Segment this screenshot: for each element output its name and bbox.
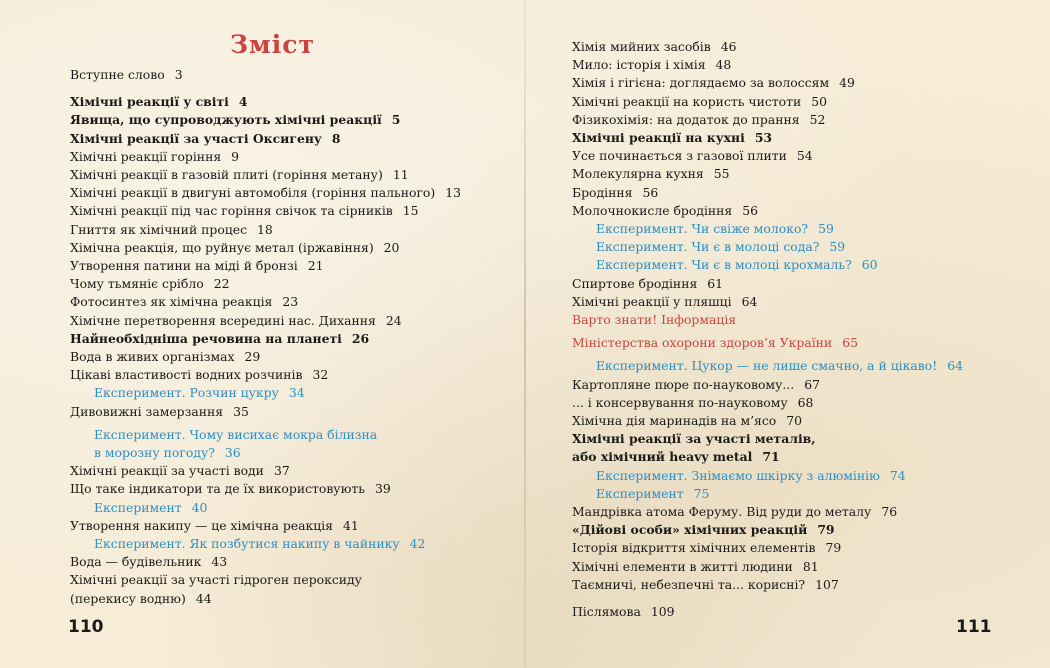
toc-entry bbox=[572, 238, 1042, 256]
toc-entry bbox=[70, 275, 520, 293]
toc-entry-title: Міністерства охорони здоров’я України bbox=[572, 335, 833, 351]
toc-entry-page: 61 bbox=[707, 275, 724, 291]
toc-entry-title: ... і консервування по-науковому bbox=[572, 394, 788, 410]
toc-entry bbox=[70, 535, 520, 553]
toc-entry-title: Явища, що супроводжують хімічні реакції bbox=[70, 112, 382, 128]
toc-entry-page: 52 bbox=[809, 111, 826, 127]
toc-entry bbox=[572, 448, 1042, 466]
toc-entry-title: Вода — будівельник bbox=[70, 554, 202, 570]
toc-entry bbox=[70, 553, 520, 571]
toc-entry-title: Мило: історія і хімія bbox=[572, 57, 706, 73]
toc-entry-title: Хімічні реакції в двигуні автомобіля (горіння пального) bbox=[70, 185, 436, 201]
toc-entry-page: 56 bbox=[642, 184, 659, 200]
toc-entry-title: Хімічні реакції на кухні bbox=[572, 130, 745, 146]
toc-entry-page: 5 bbox=[391, 112, 401, 128]
toc-entry bbox=[572, 293, 1042, 311]
toc-entry bbox=[70, 444, 520, 462]
toc-entry bbox=[572, 558, 1042, 576]
toc-entry-page: 36 bbox=[224, 445, 241, 461]
toc-entry-title: Цікаві властивості водних розчинів bbox=[70, 367, 303, 383]
toc-entry-page: 76 bbox=[881, 504, 898, 520]
toc-entry-page: 37 bbox=[273, 463, 290, 479]
toc-entry bbox=[70, 348, 520, 366]
toc-entry-page: 59 bbox=[818, 221, 834, 237]
toc-entry-title: Хімічне перетворення всередині нас. Дихання bbox=[70, 312, 376, 328]
toc-entry bbox=[572, 256, 1042, 274]
toc-entry-page: 55 bbox=[713, 166, 730, 182]
toc-entry bbox=[572, 129, 1042, 147]
toc-entry-page: 11 bbox=[392, 167, 409, 183]
toc-entry-title: Таємничі, небезпечні та... корисні? bbox=[572, 576, 806, 592]
toc-entry-title: Хімічні реакції на користь чистоти bbox=[572, 93, 802, 109]
toc-entry-title: Хімічні реакції за участі металів, bbox=[572, 431, 816, 447]
right-page bbox=[526, 0, 1050, 668]
toc-entry bbox=[572, 430, 1042, 448]
toc-entry bbox=[572, 539, 1042, 557]
toc-entry bbox=[70, 184, 520, 202]
toc-entry-title: Мандрівка атома Феруму. Від руди до металу bbox=[572, 504, 872, 520]
toc-entry-title: Експеримент. Цукор — не лише смачно, а й цікаво! bbox=[596, 358, 938, 374]
toc-entry-page: 54 bbox=[796, 148, 813, 164]
toc-entry-title: Фотосинтез як хімічна реакція bbox=[70, 294, 273, 310]
toc-entry bbox=[70, 239, 520, 257]
toc-entry-page: 9 bbox=[231, 148, 240, 164]
toc-entry-title: в морозну погоду? bbox=[94, 445, 215, 461]
toc-entry-title: Бродіння bbox=[572, 184, 633, 200]
toc-entry bbox=[70, 590, 520, 608]
toc-entry-page: 70 bbox=[786, 413, 803, 429]
toc-entry bbox=[70, 517, 520, 535]
toc-entry bbox=[70, 130, 520, 148]
toc-entry-title: (перекису водню) bbox=[70, 590, 186, 606]
toc-entry-page: 15 bbox=[402, 203, 419, 219]
toc-entry-page: 8 bbox=[331, 130, 341, 146]
toc-entry bbox=[572, 74, 1042, 92]
toc-entry bbox=[572, 357, 1042, 375]
toc-right-column bbox=[572, 38, 1042, 621]
toc-entry-title: Гниття як хімічний процес bbox=[70, 221, 248, 237]
toc-entry-page: 32 bbox=[312, 367, 329, 383]
toc-entry-page: 48 bbox=[715, 57, 732, 73]
toc-entry-title: Хімічні реакції в газовій плиті (горіння метану) bbox=[70, 167, 383, 183]
toc-entry bbox=[572, 576, 1042, 594]
toc-entry-page: 29 bbox=[244, 349, 261, 365]
toc-entry bbox=[572, 165, 1042, 183]
toc-entry-title: Дивовижні замерзання bbox=[70, 403, 224, 419]
toc-entry-page: 64 bbox=[741, 293, 758, 309]
toc-entry-title: Утворення накипу — це хімічна реакція bbox=[70, 517, 333, 533]
toc-entry-page: 79 bbox=[817, 522, 835, 538]
toc-entry bbox=[70, 403, 520, 421]
toc-entry-page: 39 bbox=[375, 481, 391, 497]
toc-entry-title: Хімічні реакції горіння bbox=[70, 148, 222, 164]
toc-entry bbox=[572, 220, 1042, 238]
toc-entry bbox=[70, 66, 520, 84]
toc-entry bbox=[572, 334, 1042, 352]
toc-entry bbox=[70, 312, 520, 330]
toc-entry-page: 13 bbox=[445, 185, 462, 201]
toc-entry-title: Варто знати! Інформація bbox=[572, 312, 737, 328]
toc-entry bbox=[70, 148, 520, 166]
left-page bbox=[0, 0, 524, 668]
toc-entry-title: Хімічні реакції за участі води bbox=[70, 463, 264, 479]
toc-entry-title: Хімічні реакції у світі bbox=[70, 94, 229, 110]
toc-entry bbox=[572, 147, 1042, 165]
toc-entry-page: 41 bbox=[342, 517, 359, 533]
toc-entry bbox=[572, 184, 1042, 202]
toc-entry-page: 81 bbox=[802, 558, 819, 574]
toc-entry bbox=[572, 93, 1042, 111]
toc-entry-title: Картопляне пюре по-науковому... bbox=[572, 376, 795, 392]
toc-entry-page: 60 bbox=[861, 257, 878, 273]
toc-entry-title: Експеримент. Знімаємо шкірку з алюмінію bbox=[596, 467, 880, 483]
toc-entry-title: Історія відкриття хімічних елементів bbox=[572, 540, 816, 556]
toc-entry bbox=[70, 426, 520, 444]
toc-entry-title: Експеримент. Чи свіже молоко? bbox=[596, 221, 809, 237]
toc-entry bbox=[572, 412, 1042, 430]
toc-entry bbox=[572, 485, 1042, 503]
toc-entry-title: Експеримент bbox=[94, 499, 182, 515]
toc-entry-title: Експеримент. Як позбутися накипу в чайнику bbox=[94, 536, 400, 552]
toc-entry bbox=[70, 571, 520, 589]
toc-entry-page: 50 bbox=[811, 93, 828, 109]
toc-entry-title: Хімічні реакції під час горіння свічок та сірників bbox=[70, 203, 393, 219]
toc-entry-page: 22 bbox=[213, 276, 230, 292]
toc-entry-page: 40 bbox=[191, 499, 208, 515]
toc-entry-page: 46 bbox=[720, 39, 737, 54]
toc-entry bbox=[70, 499, 520, 517]
toc-entry-title: Хімія мийних засобів bbox=[572, 39, 711, 54]
toc-entry-title: Спиртове бродіння bbox=[572, 275, 698, 291]
toc-entry-title: Найнеобхідніша речовина на планеті bbox=[70, 330, 342, 346]
toc-entry bbox=[70, 480, 520, 498]
toc-entry bbox=[572, 202, 1042, 220]
toc-entry bbox=[70, 293, 520, 311]
toc-entry-title: Молочнокисле бродіння bbox=[572, 202, 733, 218]
toc-entry bbox=[70, 330, 520, 348]
toc-entry-page: 42 bbox=[409, 536, 426, 552]
toc-entry-title: Експеримент. Чому висихає мокра білизна bbox=[94, 426, 378, 442]
toc-entry bbox=[572, 521, 1042, 539]
toc-entry-page: 35 bbox=[233, 403, 249, 419]
toc-entry bbox=[572, 311, 1042, 329]
toc-entry-title: Вступне слово bbox=[70, 67, 165, 82]
toc-entry-title: або хімічний heavy metal bbox=[572, 449, 753, 465]
toc-entry bbox=[70, 221, 520, 239]
toc-entry-title: Молекулярна кухня bbox=[572, 166, 704, 182]
toc-entry bbox=[572, 56, 1042, 74]
toc-entry-page: 107 bbox=[815, 576, 839, 592]
toc-entry-page: 18 bbox=[257, 221, 273, 237]
toc-entry-page: 109 bbox=[650, 604, 675, 620]
toc-entry-page: 34 bbox=[288, 385, 305, 401]
toc-entry-page: 56 bbox=[742, 202, 759, 218]
toc-entry-page: 65 bbox=[842, 335, 858, 351]
toc-entry-page: 53 bbox=[754, 130, 773, 146]
toc-entry-page: 21 bbox=[307, 258, 324, 274]
toc-entry-title: Хімія і гігієна: доглядаємо за волоссям bbox=[572, 75, 830, 91]
toc-entry-title: Післямова bbox=[572, 604, 641, 620]
toc-entry-title: Чому тьмяніє срібло bbox=[70, 276, 204, 292]
toc-entry bbox=[572, 394, 1042, 412]
toc-entry bbox=[70, 166, 520, 184]
toc-entry-page: 3 bbox=[174, 67, 183, 82]
toc-entry-page: 43 bbox=[211, 554, 228, 570]
toc-entry-page: 26 bbox=[351, 330, 370, 346]
toc-entry-page: 4 bbox=[238, 94, 248, 110]
toc-entry bbox=[572, 38, 1042, 56]
toc-entry-title: Утворення патини на міді й бронзі bbox=[70, 258, 298, 274]
toc-entry-page: 68 bbox=[797, 394, 814, 410]
toc-entry-page: 67 bbox=[804, 376, 820, 392]
toc-entry-page: 64 bbox=[947, 358, 963, 374]
toc-entry bbox=[572, 376, 1042, 394]
toc-entry-title: Експеримент bbox=[596, 485, 684, 501]
page-number-left: 110 bbox=[68, 617, 104, 637]
toc-entry-title: Експеримент. Розчин цукру bbox=[94, 385, 279, 401]
toc-left-column bbox=[70, 66, 520, 608]
toc-entry-page: 75 bbox=[693, 485, 710, 501]
toc-entry-title: Експеримент. Чи є в молоці сода? bbox=[596, 239, 820, 255]
toc-entry-title: Хімічні реакції за участі гідроген пероксиду bbox=[70, 572, 362, 588]
toc-entry bbox=[70, 366, 520, 384]
page-title: Зміст bbox=[230, 30, 315, 59]
toc-entry-page: 49 bbox=[839, 75, 855, 91]
toc-entry-title: Що таке індикатори та де їх використовують bbox=[70, 481, 365, 497]
toc-entry-title: Фізикохімія: на додаток до прання bbox=[572, 111, 800, 127]
toc-entry bbox=[572, 275, 1042, 293]
toc-entry-page: 24 bbox=[385, 312, 402, 328]
toc-entry-title: Усе починається з газової плити bbox=[572, 148, 787, 164]
toc-entry-title: Вода в живих організмах bbox=[70, 349, 235, 365]
toc-entry-page: 79 bbox=[825, 540, 842, 556]
toc-entry-title: Хімічні реакції за участі Оксигену bbox=[70, 130, 322, 146]
page-number-right: 111 bbox=[956, 617, 992, 637]
toc-entry-page: 74 bbox=[889, 467, 906, 483]
toc-entry-title: «Дійові особи» хімічних реакцій bbox=[572, 522, 808, 538]
toc-entry bbox=[70, 111, 520, 129]
toc-entry bbox=[572, 503, 1042, 521]
toc-entry-title: Хімічні елементи в житті людини bbox=[572, 558, 793, 574]
toc-entry bbox=[70, 93, 520, 111]
toc-entry-title: Експеримент. Чи є в молоці крохмаль? bbox=[596, 257, 852, 273]
toc-entry-page: 59 bbox=[829, 239, 846, 255]
toc-entry-page: 71 bbox=[762, 449, 780, 465]
toc-entry bbox=[70, 384, 520, 402]
toc-entry-page: 23 bbox=[282, 294, 299, 310]
toc-entry-page: 20 bbox=[383, 239, 400, 255]
toc-entry bbox=[70, 257, 520, 275]
toc-entry-title: Хімічні реакції у пляшці bbox=[572, 293, 732, 309]
toc-entry-title: Хімічна реакція, що руйнує метал (іржавіння) bbox=[70, 239, 374, 255]
toc-entry bbox=[70, 462, 520, 480]
toc-entry bbox=[572, 467, 1042, 485]
toc-entry bbox=[70, 202, 520, 220]
toc-entry-page: 44 bbox=[195, 590, 212, 606]
toc-entry-title: Хімічна дія маринадів на м’ясо bbox=[572, 413, 777, 429]
toc-entry bbox=[572, 111, 1042, 129]
